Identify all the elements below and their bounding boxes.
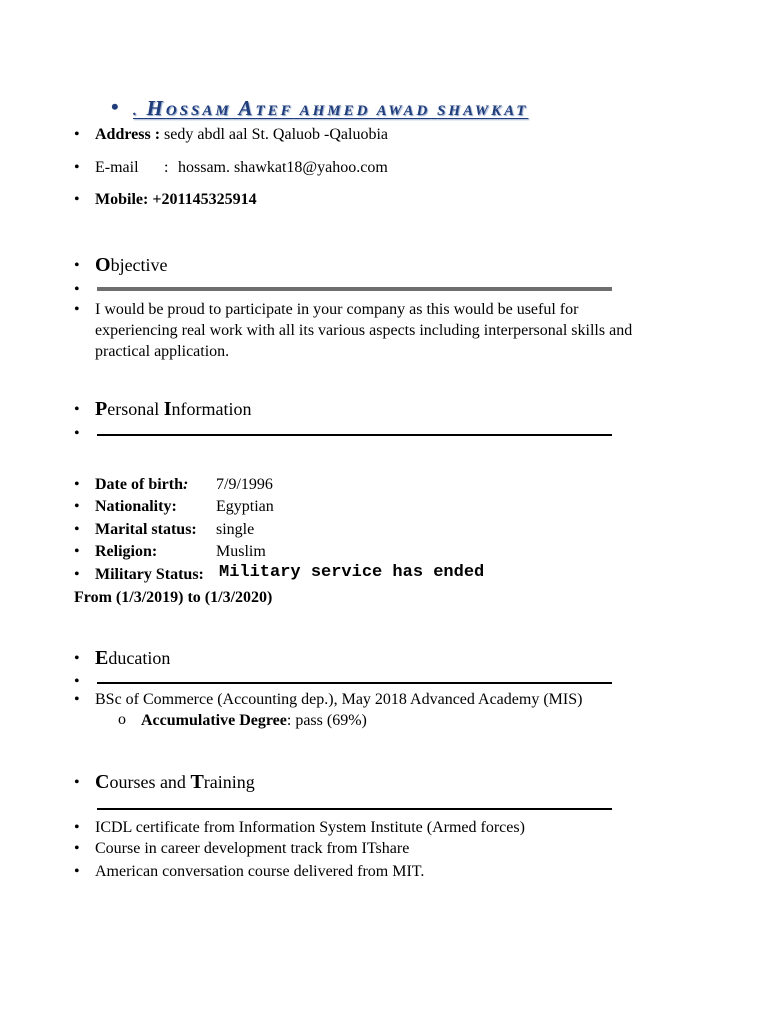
bullet: • <box>74 774 80 791</box>
section-divider <box>97 434 612 436</box>
course-item-1: ICDL certificate from Information System Institute (Armed forces) <box>95 819 525 836</box>
mobile-label: Mobile: <box>95 191 149 208</box>
bullet: • <box>74 257 80 274</box>
mobile-line <box>95 190 257 210</box>
objective-heading-rest: bjective <box>110 255 168 275</box>
bullet: • <box>74 543 80 560</box>
sub-bullet: o <box>118 711 126 728</box>
section-divider <box>97 682 612 684</box>
education-heading <box>95 647 170 669</box>
bullet: • <box>74 691 80 708</box>
title-bullet: • <box>111 94 119 119</box>
bullet: • <box>74 126 80 143</box>
dob-label-text: Date of birth <box>95 476 183 493</box>
bullet: • <box>74 425 80 442</box>
address-label: Address : <box>95 126 161 143</box>
courses-heading <box>95 771 255 793</box>
bullet: • <box>74 566 80 583</box>
title-word-4: AWAD <box>376 103 431 119</box>
personal-heading-rest-1: ersonal <box>107 399 164 419</box>
bullet: • <box>74 401 80 418</box>
military-value: Military service has ended <box>219 563 485 582</box>
address-line <box>95 125 388 145</box>
grade-label: Accumulative Degree <box>141 712 287 729</box>
education-grade <box>141 711 367 731</box>
name-title <box>133 96 528 121</box>
title-cap-1: H <box>146 96 166 120</box>
objective-heading <box>95 254 168 276</box>
title-word-3: AHMED <box>299 103 371 119</box>
email-line <box>95 158 139 178</box>
education-degree: BSc of Commerce (Accounting dep.), May 2018 Advanced Academy (MIS) <box>95 691 583 708</box>
marital-label: Marital status: <box>95 521 197 538</box>
courses-heading-rest-1: ourses and <box>109 772 191 792</box>
section-divider <box>97 808 612 810</box>
bullet: • <box>74 650 80 667</box>
title-cap-2: A <box>238 96 256 120</box>
title-prefix: . <box>133 103 147 119</box>
religion-label: Religion: <box>95 543 158 560</box>
military-label: Military Status: <box>95 566 204 583</box>
military-period: From (1/3/2019) to (1/3/2020) <box>74 589 273 606</box>
nationality-label: Nationality: <box>95 498 177 515</box>
title-word-2: TEF <box>255 103 294 119</box>
bullet: • <box>74 863 80 880</box>
title-word-1: OSSAM <box>165 103 232 119</box>
grade-value: : pass (69%) <box>286 712 367 729</box>
objective-line-1: I would be proud to participate in your company as this would be useful for <box>95 301 579 318</box>
personal-heading-cap-1: P <box>95 398 108 420</box>
bullet: • <box>74 191 80 208</box>
objective-line-2: experiencing real work with all its various aspects including interpersonal skills and <box>95 322 633 339</box>
email-sep: : <box>164 159 169 176</box>
personal-heading-rest-2: nformation <box>171 399 252 419</box>
marital-value: single <box>216 521 255 538</box>
personal-heading-cap-2: I <box>163 398 172 420</box>
dob-label <box>95 475 188 495</box>
objective-heading-cap: O <box>95 254 111 276</box>
education-heading-cap: E <box>95 647 109 669</box>
email-label: E-mail <box>95 159 139 176</box>
dob-colon: : <box>182 476 189 493</box>
bullet: • <box>74 159 80 176</box>
bullet: • <box>74 840 80 857</box>
courses-heading-rest-2: raining <box>203 772 255 792</box>
title-word-5: SHAWKAT <box>437 103 529 119</box>
course-item-3: American conversation course delivered from MIT. <box>95 863 425 880</box>
section-divider <box>97 287 612 291</box>
bullet: • <box>74 301 80 318</box>
courses-heading-cap-2: T <box>190 771 204 793</box>
bullet: • <box>74 281 80 298</box>
objective-line-3: practical application. <box>95 343 230 360</box>
address-value: sedy abdl aal St. Qaluob -Qaluobia <box>164 126 388 143</box>
personal-heading <box>95 398 251 420</box>
email-value: hossam. shawkat18@yahoo.com <box>178 159 388 176</box>
dob-value: 7/9/1996 <box>216 476 273 493</box>
education-heading-rest: ducation <box>108 648 171 668</box>
course-item-2: Course in career development track from ITshare <box>95 840 410 857</box>
mobile-value: +201145325914 <box>152 191 257 208</box>
bullet: • <box>74 521 80 538</box>
nationality-value: Egyptian <box>216 498 274 515</box>
bullet: • <box>74 673 80 690</box>
bullet: • <box>74 498 80 515</box>
bullet: • <box>74 819 80 836</box>
courses-heading-cap-1: C <box>95 771 110 793</box>
bullet: • <box>74 476 80 493</box>
religion-value: Muslim <box>216 543 266 560</box>
